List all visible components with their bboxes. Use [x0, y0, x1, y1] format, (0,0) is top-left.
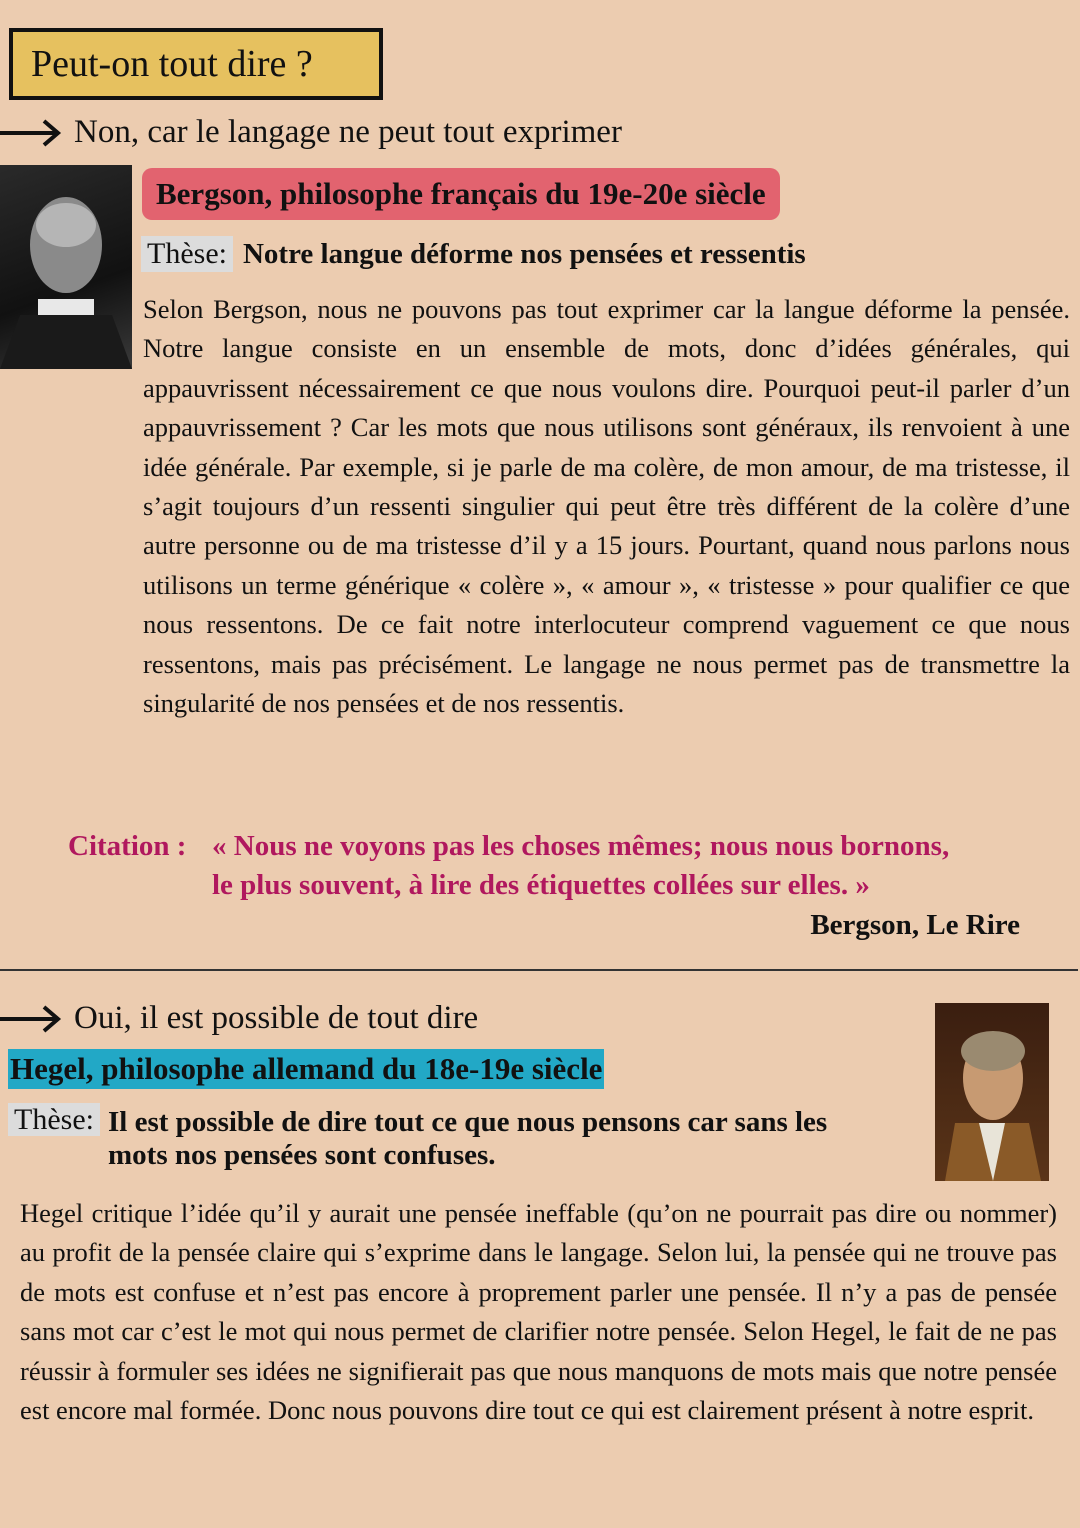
- these-label-2: [8, 1102, 100, 1138]
- citation-line-2: le plus souvent, à lire des étiquettes collées sur elles. »: [212, 869, 870, 901]
- these-label: Thèse:: [141, 236, 233, 272]
- arrow-right-icon: [0, 118, 62, 148]
- citation-line-1: « Nous ne voyons pas les choses mêmes; nous nous bornons,: [212, 830, 950, 862]
- these-text-line: mots nos pensées sont confuses.: [108, 1139, 496, 1171]
- section-divider: [0, 969, 1078, 971]
- heading-text: Non, car le langage ne peut tout exprimer: [74, 114, 622, 150]
- these-text-2: [108, 1106, 827, 1172]
- bergson-paragraph: Selon Bergson, nous ne pouvons pas tout exprimer car la langue déforme la pensée. Notre langue consiste en un ensemble de mots, donc d’idées générales, qui appauvrissent nécessairement ce que nous voulons dire. Pourquoi peut-il parler d’un appauvrissement ? Car les mots que nous utilisons sont généraux, ils renvoient à une idée générale. Par exemple, si je parle de ma colère, de mon amour, de ma tristesse, il s’agit toujours d’un ressenti singulier qui peut être très différent de la colère d’une autre personne ou de ma tristesse d’il y a 15 jours. Pourtant, quand nous parlons nous utilisons un terme générique « colère », « amour », « tristesse » pour qualifier ce que nous ressentons. De ce fait notre interlocuteur comprend vaguement ce que nous ressentons, mais pas précisément. Le langage ne nous permet pas de transmettre la singularité de nos pensées et de nos ressentis.: [143, 294, 1070, 719]
- bergson-portrait: [0, 165, 132, 369]
- section-heading-yes: [0, 1000, 478, 1037]
- arrow-right-icon: [0, 1004, 62, 1034]
- bergson-label: Bergson, philosophe français du 19e-20e siècle: [142, 168, 780, 220]
- heading-text: Oui, il est possible de tout dire: [74, 1000, 479, 1036]
- these-text: Notre langue déforme nos pensées et ressentis: [242, 237, 806, 270]
- citation-source: Bergson, Le Rire: [810, 909, 1020, 941]
- these-label: Thèse:: [8, 1103, 100, 1136]
- these-text-line: Il est possible de dire tout ce que nous pensons car sans les: [108, 1106, 828, 1138]
- these-row-1: [141, 236, 806, 272]
- citation-label: Citation :: [68, 830, 187, 862]
- hegel-label: Hegel, philosophe allemand du 18e-19e siècle: [8, 1049, 604, 1089]
- hegel-paragraph: Hegel critique l’idée qu’il y aurait une pensée ineffable (qu’on ne pourrait pas dire ou nommer) au profit de la pensée claire qui s’exprime dans le langage. Selon lui, la pensée qui ne trouve pas de mots est confuse et n’est pas encore à proprement parler une pensée. Il n’y a pas de pensée sans mot car c’est le mot qui nous permet de clarifier notre pensée. Selon Hegel, le fait de ne pas réussir à formuler ses idées ne signifierait pas que nous manquons de mots mais que notre pensée est encore mal formée. Donc nous pouvons dire tout ce qui est clairement présent à notre esprit.: [20, 1198, 1057, 1426]
- section-heading-no: [0, 114, 622, 151]
- hegel-portrait: [935, 1003, 1049, 1181]
- page-title: Peut-on tout dire ?: [9, 28, 383, 100]
